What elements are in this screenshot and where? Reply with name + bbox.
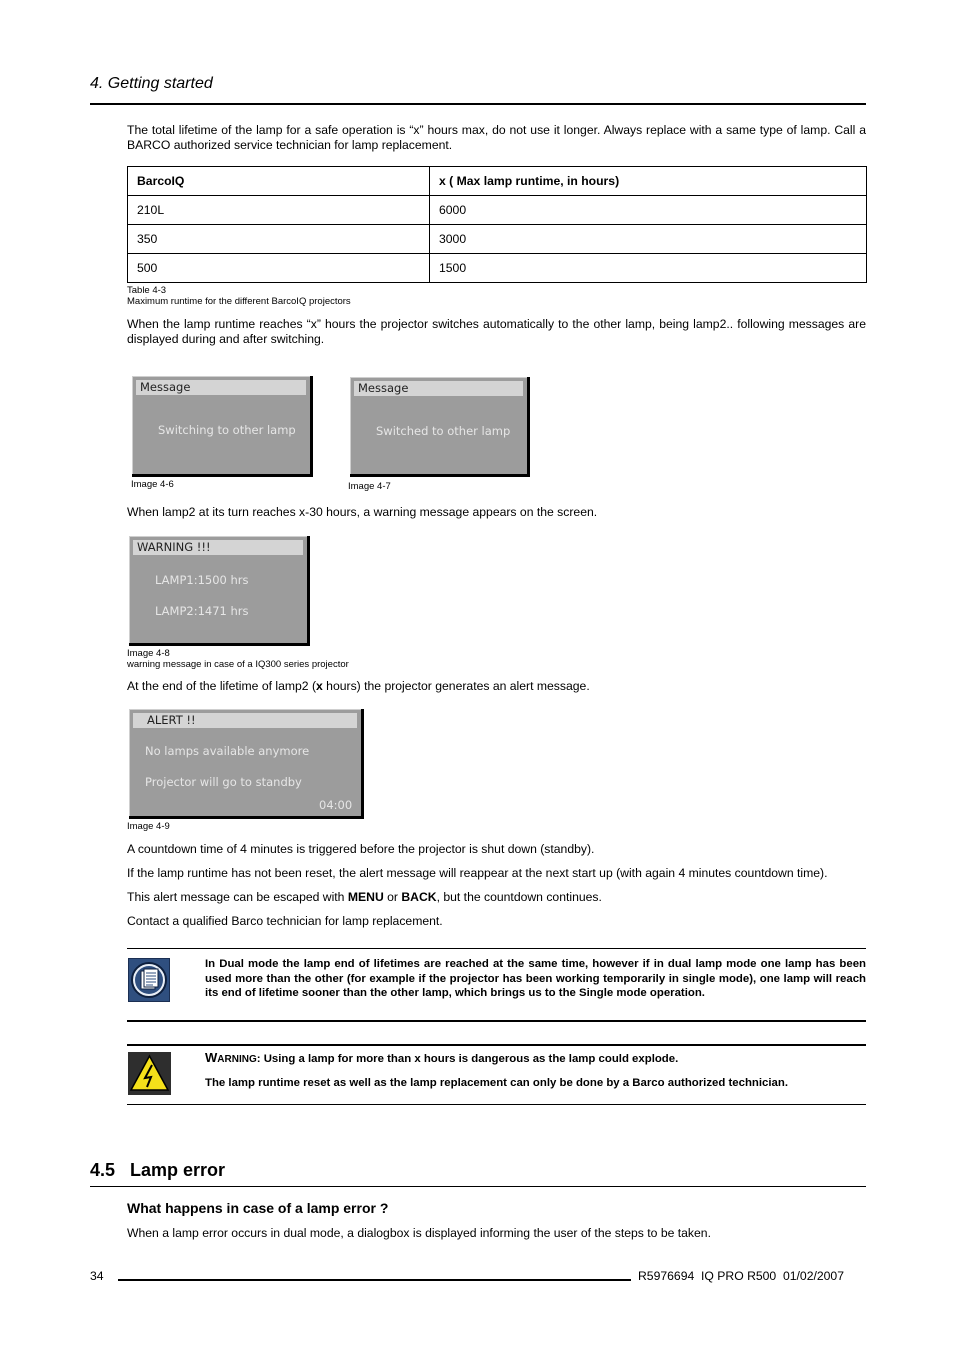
header-rule xyxy=(90,103,866,105)
menu-key: MENU xyxy=(347,890,384,904)
chapter-header: 4. Getting started xyxy=(90,75,213,92)
table-cell: 1500 xyxy=(430,254,867,283)
note-rule-bottom xyxy=(127,1020,866,1022)
note-icon xyxy=(128,958,170,1002)
document-reference: R5976694 IQ PRO R500 01/02/2007 xyxy=(638,1269,844,1283)
osd-title-bar: ALERT !! xyxy=(133,713,357,728)
warning-paragraph: When lamp2 at its turn reaches x-30 hours, a warning message appears on the screen. xyxy=(127,505,598,519)
image-caption-text: warning message in case of a IQ300 series projector xyxy=(127,659,349,670)
warning-label-rest: ARNING xyxy=(217,1054,257,1065)
text-run: This alert message can be escaped with xyxy=(127,890,348,904)
table-cell: 3000 xyxy=(430,225,867,254)
table-header-cell: BarcoIQ xyxy=(128,167,430,196)
warning-line1 xyxy=(205,1050,866,1065)
image-caption: Image 4-7 xyxy=(348,481,391,492)
osd-message-text: Switching to other lamp xyxy=(158,423,296,437)
contact-paragraph: Contact a qualified Barco technician for lamp replacement. xyxy=(127,914,443,928)
text-run: hours) the projector generates an alert message. xyxy=(322,679,590,693)
osd-message-switched xyxy=(350,377,530,477)
osd-alert-message xyxy=(129,709,364,819)
section-rule xyxy=(90,1186,866,1187)
lamp-runtime-table xyxy=(127,166,867,283)
osd-lamp1-hours: LAMP1:1500 hrs xyxy=(155,573,249,587)
warning-text: Using a lamp for more than x hours is dangerous as the lamp could explode. xyxy=(260,1053,679,1065)
countdown-paragraph: A countdown time of 4 minutes is triggered before the projector is shut down (standby). xyxy=(127,842,595,856)
warning-colon: : xyxy=(256,1053,261,1065)
osd-title-bar: WARNING !!! xyxy=(133,540,303,555)
warning-rule-bottom xyxy=(127,1104,866,1105)
warning-line2: The lamp runtime reset as well as the lamp replacement can only be done by a Barco authorized technician. xyxy=(205,1077,788,1089)
osd-warning-message xyxy=(129,536,310,646)
bold-text: x xyxy=(316,679,323,693)
table-cell: 350 xyxy=(128,225,430,254)
osd-countdown-timer: 04:00 xyxy=(319,798,353,812)
table-cell: 6000 xyxy=(430,196,867,225)
intro-paragraph: The total lifetime of the lamp for a safe operation is “x” hours max, do not use it longer. Always replace with a same type of lamp. Call a BARCO authorized service technician for lamp replacement. xyxy=(127,123,866,152)
osd-alert-line2: Projector will go to standby xyxy=(145,775,302,789)
page-number: 34 xyxy=(90,1269,104,1283)
reset-paragraph: If the lamp runtime has not been reset, the alert message will reappear at the next start up (with again 4 minutes countdown time). xyxy=(127,866,828,880)
section-title: 4.5 Lamp error xyxy=(90,1160,226,1180)
table-row xyxy=(128,196,867,225)
osd-message-switching xyxy=(132,376,313,477)
switch-paragraph: When the lamp runtime reaches “x” hours the projector switches automatically to the other lamp, being lamp2.. following messages are displayed during and after switching. xyxy=(127,317,866,346)
warning-rule-top xyxy=(127,1044,866,1046)
image-caption: Image 4-8 xyxy=(127,648,170,659)
osd-title-bar: Message xyxy=(354,381,523,396)
back-key: BACK xyxy=(401,890,437,904)
escape-paragraph xyxy=(127,890,866,905)
footer-rule xyxy=(118,1279,631,1281)
osd-lamp2-hours: LAMP2:1471 hrs xyxy=(155,604,249,618)
text-run: or xyxy=(383,890,402,904)
table-cell: 210L xyxy=(128,196,430,225)
table-header-cell: x ( Max lamp runtime, in hours) xyxy=(430,167,867,196)
table-caption-text: Maximum runtime for the different BarcoIQ projectors xyxy=(127,296,351,307)
text-run: At the end of the lifetime of lamp2 ( xyxy=(127,679,317,693)
subsection-title: What happens in case of a lamp error ? xyxy=(127,1200,389,1216)
table-header-row xyxy=(128,167,867,196)
table-cell: 500 xyxy=(128,254,430,283)
note-text: In Dual mode the lamp end of lifetimes are reached at the same time, however if in dual lamp mode one lamp has been used more than the other (for example if the projector has been working temporarily in single mode), one lamp will reach its end of lifetime sooner than the other lamp, which brings us to the Single mode operation. xyxy=(205,958,866,999)
note-rule-top xyxy=(127,948,866,949)
table-row xyxy=(128,225,867,254)
warning-label-cap: W xyxy=(205,1050,218,1065)
text-run: , but the countdown continues. xyxy=(436,890,602,904)
osd-alert-line1: No lamps available anymore xyxy=(145,744,310,758)
table-caption-number: Table 4-3 xyxy=(127,285,167,296)
subsection-paragraph: When a lamp error occurs in dual mode, a dialogbox is displayed informing the user of the steps to be taken. xyxy=(127,1226,711,1240)
warning-icon xyxy=(128,1052,171,1095)
image-caption: Image 4-6 xyxy=(131,479,174,490)
image-caption: Image 4-9 xyxy=(127,821,170,832)
osd-message-text: Switched to other lamp xyxy=(376,424,511,438)
alert-paragraph xyxy=(127,679,866,694)
osd-title-bar: Message xyxy=(136,380,306,395)
table-row xyxy=(128,254,867,283)
